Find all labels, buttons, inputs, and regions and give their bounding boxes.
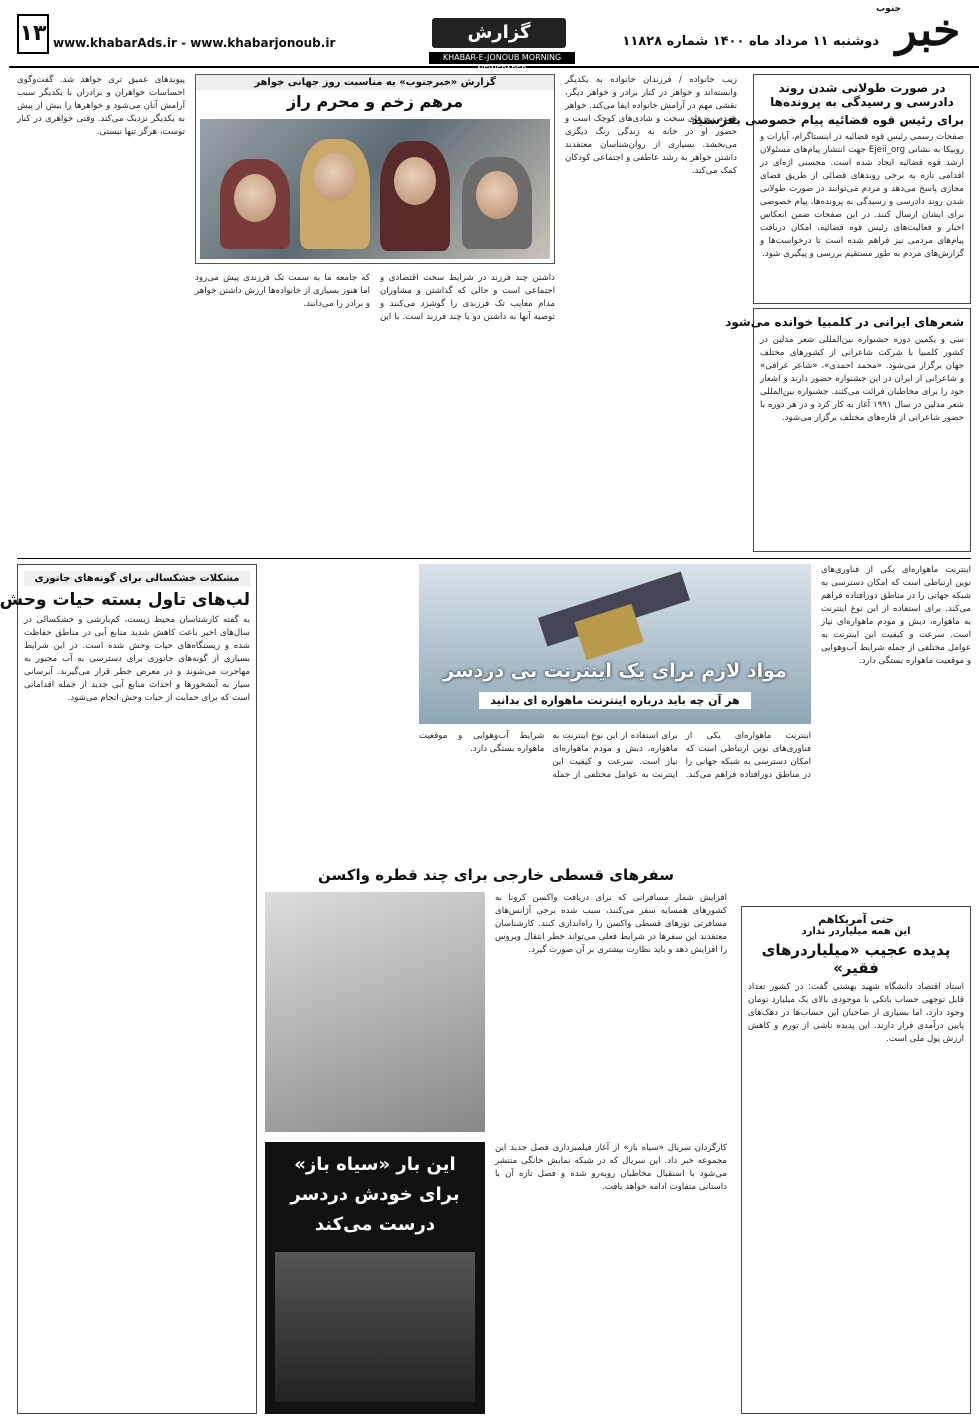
article-body: سی و یکمین دوره جشنواره بین‌المللی شعر مدلین در کشور کلمبیا با شرکت شاعرانی از کشورهای مختلف جهان برگزار می‌شود. «محمد احمدی»، «شاعر عراقی» و شاعرانی از ایران در این جشنواره حضور دارند و اشعار خود را برای مخاطبان قرائت می‌کنند. جشنواره بین‌المللی شعر مدلین در سال ۱۹۹۱ آغاز به کار کرد و در هر دوره با حضور شاعرانی از قاره‌های مختلف برگزار می‌شود. (760, 335, 964, 423)
article-kicker-2: این همه میلیاردر ندارد (801, 926, 911, 937)
main-column-2 (195, 272, 555, 552)
satellite-image (419, 564, 811, 724)
article-title: شعرهای ایرانی در کلمبیا خوانده می‌شود (725, 315, 964, 329)
masthead (9, 0, 979, 74)
article-kicker: مشکلات خشکسالی برای گونه‌های جانوری (24, 571, 250, 586)
travel-illustration (265, 892, 485, 1132)
article-body: به گفته کارشناسان محیط زیست، کم‌بارشی و خشکسالی در سال‌های اخیر باعث کاهش شدید منابع آبی در مناطق حفاظت شده و زیستگاه‌های حیات وحش شده است. در این شرایط بسیاری از گونه‌های جانوری برای دسترسی به آب مجبور به مهاجرت می‌شوند و در معرض خطر قرار می‌گیرند. آبرسانی سیار به آبشخورها و احداث منابع آبی جدید از جمله اقداماتی است که برای حمایت از حیات وحش انجام می‌شود. (24, 615, 250, 703)
divider (17, 558, 971, 559)
article-america (741, 906, 971, 1414)
article-qovve (691, 74, 971, 304)
article-body: پیوندهای عمیق تری خواهد شد. گفت‌وگوی احساسات خواهران و برادران با یکدیگر سبب آرامش آنان می‌شود و خواهرها را بیش از پیش به یکدیگر نزدیک می‌کند. وقتی خواهری در کنار توست، هرگز تنها نیستی. (17, 75, 185, 137)
article-body: اینترنت ماهواره‌ای یکی از فناوری‌های نوین ارتباطی است که امکان دسترسی به شبکه جهانی را در مناطق دورافتاده فراهم می‌کند. برای استفاده از این نوع اینترنت به ماهواره، دیش و مودم ماهواره‌ای نیاز است. سرعت و کیفیت این اینترنت به عوامل مختلفی از جمله شرایط آب‌وهوایی و موقعیت ماهواره بستگی دارد. (419, 731, 811, 780)
website-links[interactable]: www.khabarAds.ir - www.khabarjonoub.ir (53, 36, 336, 50)
article-internet (265, 564, 971, 860)
article-cinema (265, 1142, 727, 1414)
logo-text: خبر (895, 5, 961, 56)
article-title: این بار «سیاه باز» برای خودش دردسر درست می‌کند (290, 1154, 460, 1235)
date-line: دوشنبه ۱۱ مرداد ماه ۱۴۰۰ شماره ۱۱۸۲۸ (622, 34, 879, 49)
article-sher (725, 308, 971, 552)
page-number: ۱۳ (17, 14, 49, 54)
section-title: گزارش (432, 18, 566, 48)
sisters-photo (200, 119, 550, 259)
masthead-subtitle: KHABAR-E-JONOUB MORNING NEWSPAPER (429, 52, 575, 64)
article-kicker: حتی آمریکاهم (818, 913, 894, 926)
article-kicker: گزارش «خبرجنوب» به مناسبت روز جهانی خواهر (196, 75, 554, 90)
internet-columns (419, 730, 811, 860)
article-latin (0, 564, 257, 1414)
article-title: مواد لازم برای یک اینترنت بی دردسر (443, 660, 787, 682)
article-title: برای رئیس قوه قضائیه پیام خصوصی بفرستید (691, 113, 964, 127)
article-subtitle: هر آن چه باید درباره اینترنت ماهواره ای بدانید (479, 692, 751, 709)
article-body: داشتن چند فرزند در شرایط سخت اقتصادی و اجتماعی است و حالی که گذاشتن و مشاوران مدام معایب تک فرزندی را گوشزد می‌کنند و توصیه آنها به داشتن دو یا چند فرزند است. با این که جامعه ما به سمت تک فرزندی پیش می‌رود اما هنوز بسیاری از خانواده‌ها ارزش داشتن خواهر و برادر را می‌دانند. (195, 273, 555, 322)
cinema-photo (275, 1252, 475, 1402)
article-main (17, 74, 737, 552)
article-title: سفرهای قسطی خارجی برای چند قطره واکسن (318, 866, 674, 884)
article-body: افزایش شمار مسافرانی که برای دریافت واکسن کرونا به کشورهای همسایه سفر می‌کنند، سبب شده برخی آژانس‌های مسافرتی تورهای قسطی واکسن را راه‌اندازی کنند. کارشناسان معتقدند این سفرها در شرایط فعلی می‌تواند خطر انتقال ویروس را افزایش دهد و باید نظارت بیشتری بر آن صورت گیرد. (495, 893, 727, 955)
article-kicker: در صورت طولانی شدن روند دادرسی و رسیدگی به پرونده‌ها (770, 81, 954, 109)
article-title: لب‌های تاول بسته حیات وحش (0, 590, 250, 610)
logo-subtext: جنوب (876, 4, 901, 14)
article-body: کارگردان سریال «سیاه باز» از آغاز فیلمبرداری فصل جدید این مجموعه خبر داد. این سریال که در شبکه نمایش خانگی منتشر می‌شود با استقبال مخاطبان روبه‌رو شده و فصل تازه آن با داستانی متفاوت ادامه خواهد یافت. (495, 1143, 727, 1192)
main-photo-box (195, 74, 555, 264)
article-body: زیب خانواده / فرزندان خانواده به یکدیگر وابسته‌اند و خواهر در کنار برادر و خواهر دیگر، نقشی مهم در آرامش خانواده ایفا می‌کند. خواهر همدم روزهای سخت و شادی‌های کوچک است و حضور او در خانه به زندگی رنگ دیگری می‌بخشد. بسیاری از روان‌شناسان معتقدند داشتن خواهر به رشد عاطفی و اجتماعی کودکان کمک می‌کند. (565, 75, 737, 176)
article-body: اینترنت ماهواره‌ای یکی از فناوری‌های نوین ارتباطی است که امکان دسترسی به شبکه جهانی را در مناطق دورافتاده فراهم می‌کند. برای استفاده از این نوع اینترنت به ماهواره، دیش و مودم ماهواره‌ای نیاز است. سرعت و کیفیت این اینترنت به عوامل مختلفی از جمله شرایط آب‌وهوایی و موقعیت ماهواره بستگی دارد. (821, 565, 971, 666)
article-body: استاد اقتصاد دانشگاه شهید بهشتی گفت: در کشور تعداد قابل توجهی حساب بانکی با موجودی بالای یک میلیارد تومان وجود دارد، اما بسیاری از صاحبان این حساب‌ها در دهک‌های پایین درآمدی قرار دارند. این پدیده ناشی از تورم و کاهش ارزش پول ملی است. (748, 982, 964, 1044)
article-title: مرهم زخم و محرم راز (286, 92, 464, 111)
main-column-1 (565, 74, 737, 552)
article-body: صفحات رسمی رئیس قوه قضائیه در اینستاگرام، آپارات و روبیکا به نشانی Ejeii_org جهت انتشار پیام‌های مسئولان ارشد قوه قضائیه ایجاد شده است. محسنی اژه‌ای در اقدامی تازه به برخی روندهای قضائی از طریق فضای مجازی پاسخ می‌دهد و مردم می‌توانند در صورت طولانی شدن روند دادرسی و رسیدگی به پرونده‌ها، پیام خصوصی برای ایشان ارسال کنند. در این صفحات ضمن انعکاس اخبار و فعالیت‌های رئیس قوه قضائیه، امکان دریافت پیام‌های مردمی نیز فراهم شده است تا درخواست‌ها و گزارش‌های مردم به طور مستقیم بررسی و پیگیری شود. (760, 132, 965, 259)
article-safar (265, 866, 727, 1136)
cinema-title-box (265, 1142, 485, 1414)
article-title: پدیده عجیب «میلیاردرهای فقیر» (761, 941, 951, 977)
main-column-3 (17, 74, 185, 552)
